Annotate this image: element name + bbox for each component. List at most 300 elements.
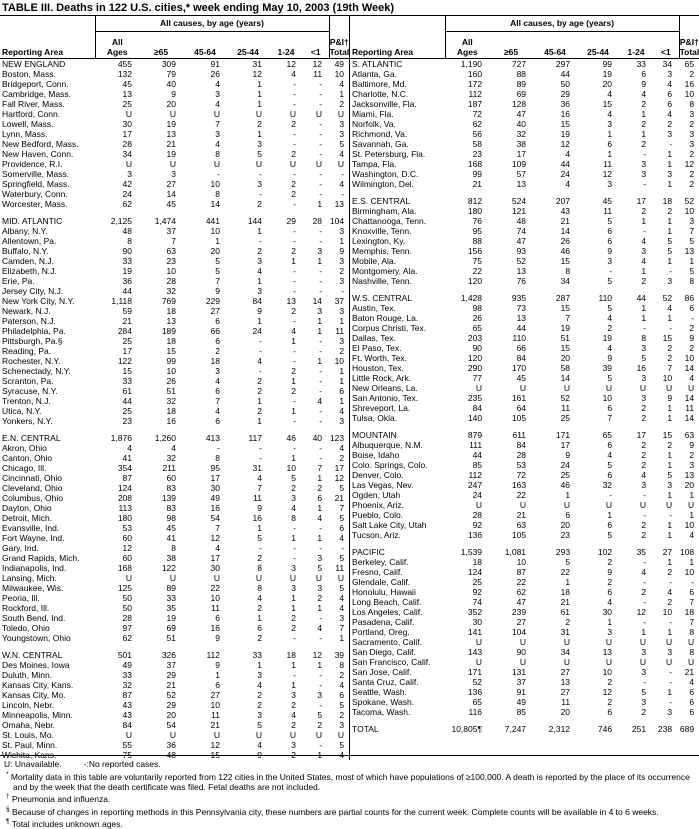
value-cell: 4 [291, 325, 296, 336]
value-cell: 5 [667, 245, 673, 256]
value-cell: 74 [472, 596, 483, 607]
value-cell: 105 [511, 529, 527, 540]
value-cell: 1 [257, 612, 262, 623]
value-cell: 54 [166, 719, 176, 730]
value-cell: 2 [641, 98, 647, 109]
value-cell: - [319, 699, 323, 710]
value-cell: 140 [467, 412, 483, 423]
value-cell: 1 [257, 522, 262, 533]
value-cell: U [665, 656, 673, 667]
section-gap [350, 286, 699, 293]
value-cell: 10 [662, 372, 673, 383]
city-row [350, 393, 699, 403]
footnote-pneumonia: † Pneumonia and influenza. [6, 793, 111, 805]
value-cell: 5 [565, 556, 571, 567]
value-cell: 10 [166, 365, 176, 376]
value-cell: 28 [122, 138, 132, 149]
value-cell: - [293, 522, 296, 533]
value-cell: 55 [122, 739, 132, 750]
value-cell: - [319, 375, 323, 386]
value-cell: U [169, 108, 176, 119]
value-cell: - [293, 542, 296, 553]
value-cell: 1 [291, 405, 296, 416]
value-cell: 49 [122, 659, 132, 670]
value-cell: 2 [291, 482, 296, 493]
value-cell: 87 [122, 689, 132, 700]
value-cell: 2 [607, 322, 613, 333]
reporting-area-cell: Philadelphia, Pa. [2, 325, 66, 336]
value-cell: 14 [684, 412, 695, 423]
value-cell: 441 [205, 215, 220, 226]
value-cell: 38 [516, 138, 527, 149]
value-cell: 2 [641, 586, 647, 597]
reporting-area-cell: Nashville, Tenn. [352, 275, 412, 286]
value-cell: - [669, 322, 673, 333]
value-cell: 1 [317, 532, 323, 543]
value-cell: 3 [215, 128, 220, 139]
reporting-area-cell: Evansville, Ind. [2, 522, 60, 533]
value-cell: 7 [667, 362, 673, 373]
value-cell: 5 [339, 582, 345, 593]
value-cell: 455 [117, 58, 132, 69]
reporting-area-cell: Seattle, Wash. [352, 686, 408, 697]
city-row [350, 159, 699, 169]
value-cell: 22 [516, 576, 527, 587]
value-cell: 125 [117, 582, 132, 593]
value-cell: 123 [329, 432, 345, 443]
value-cell: 27 [560, 666, 571, 677]
value-cell: 143 [467, 646, 483, 657]
value-cell: - [259, 365, 262, 376]
value-cell: - [319, 345, 323, 356]
value-cell: 3 [257, 669, 262, 680]
value-cell: 5 [257, 532, 262, 543]
city-row [0, 720, 349, 730]
value-cell: 11 [603, 158, 613, 169]
city-row [350, 707, 699, 717]
value-cell: 20 [684, 479, 695, 490]
city-row [0, 296, 349, 306]
value-cell: 54 [210, 512, 220, 523]
value-cell: 3 [317, 245, 323, 256]
grand-total-row [350, 724, 699, 734]
value-cell: 23 [122, 415, 132, 426]
value-cell: 105 [511, 412, 527, 423]
footnote-unknown-ages: ¶ Total includes unknown ages. [6, 817, 123, 829]
value-cell: 66 [210, 325, 220, 336]
value-cell: 4 [607, 108, 613, 119]
value-cell: 21 [560, 215, 571, 226]
value-cell: 18 [662, 195, 673, 206]
value-cell: 10 [286, 462, 296, 473]
value-cell: 72 [516, 469, 527, 480]
value-cell: 90 [516, 646, 527, 657]
value-cell: 14 [684, 392, 695, 403]
city-row [0, 406, 349, 416]
city-row [350, 303, 699, 313]
city-row [350, 216, 699, 226]
value-cell: 12 [684, 158, 695, 169]
section-gap [0, 643, 349, 650]
value-cell: 21 [166, 138, 176, 149]
value-cell: 30 [210, 482, 220, 493]
value-cell: 124 [117, 482, 132, 493]
value-cell: U [519, 656, 527, 667]
value-cell: 6 [607, 225, 613, 236]
value-cell: 25 [472, 576, 483, 587]
value-cell: 31 [252, 58, 262, 69]
value-cell: 3 [641, 245, 647, 256]
value-cell: 14 [312, 295, 323, 306]
city-row [350, 79, 699, 89]
value-cell: U [337, 158, 345, 169]
reporting-area-cell: Glendale, Calif. [352, 576, 411, 587]
value-cell: 112 [468, 469, 483, 480]
value-cell: 6 [215, 335, 220, 346]
value-cell: 19 [122, 265, 132, 276]
city-row [350, 440, 699, 450]
value-cell: 1 [641, 128, 647, 139]
value-cell: 3 [641, 646, 647, 657]
value-cell: 24 [252, 325, 262, 336]
section-total-row [0, 650, 349, 660]
value-cell: 77 [472, 372, 483, 383]
city-row [350, 627, 699, 637]
value-cell: 10 [684, 88, 695, 99]
value-cell: 109 [511, 158, 527, 169]
value-cell: 6 [339, 522, 345, 533]
city-row [0, 376, 349, 386]
section-total-row [0, 433, 349, 443]
reporting-area-cell: Des Moines, Iowa [2, 659, 70, 670]
value-cell: 24 [122, 188, 132, 199]
reporting-area-cell: New Bedford, Mass. [2, 138, 79, 149]
value-cell: 20 [166, 98, 176, 109]
value-cell: - [609, 489, 613, 500]
value-cell: 1 [667, 255, 673, 266]
value-cell: 43 [122, 699, 132, 710]
value-cell: 12 [602, 168, 613, 179]
reporting-area-cell: Denver, Colo. [352, 469, 404, 480]
value-cell: 52 [560, 392, 571, 403]
value-cell: 16 [166, 415, 176, 426]
value-cell: 9 [607, 245, 613, 256]
value-cell: 16 [252, 512, 262, 523]
value-cell: 7 [215, 522, 220, 533]
value-cell: 22 [472, 265, 483, 276]
value-cell: U [213, 108, 220, 119]
value-cell: 7 [689, 225, 695, 236]
value-cell: 9 [215, 659, 220, 670]
city-row [0, 443, 349, 453]
value-cell: 9 [171, 88, 176, 99]
value-cell: 14 [166, 188, 176, 199]
value-cell: 61 [560, 606, 571, 617]
value-cell: 4 [641, 566, 647, 577]
value-cell: 3 [667, 646, 673, 657]
value-cell: 187 [467, 98, 483, 109]
value-cell: 10 [210, 225, 220, 236]
value-cell: 18 [472, 556, 483, 567]
value-cell: 33 [122, 255, 132, 266]
value-cell: 28 [122, 612, 132, 623]
section-total-row [350, 430, 699, 440]
value-cell: 4 [215, 78, 220, 89]
reporting-area-cell: Sacramento, Calif. [352, 636, 422, 647]
value-cell: 33 [122, 669, 132, 680]
reporting-area-cell: Baton Rouge, La. [352, 312, 419, 323]
value-cell: 99 [166, 355, 176, 366]
value-cell: U [255, 572, 262, 583]
reporting-area-cell: San Jose, Calif. [352, 666, 412, 677]
value-cell: 112 [206, 649, 220, 660]
reporting-area-cell: Fall River, Mass. [2, 98, 65, 109]
value-cell: 34 [560, 275, 571, 286]
value-cell: 15 [210, 749, 220, 760]
value-cell: 120 [467, 275, 483, 286]
reporting-area-cell: Kansas City, Mo. [2, 689, 66, 700]
value-cell: 2 [317, 482, 323, 493]
col-header-reporting-area: Reporting Area [0, 31, 95, 58]
value-cell: 5 [607, 302, 613, 313]
value-cell: - [293, 265, 296, 276]
table-title: TABLE III. Deaths in 122 U.S. cities,* week ending May 10, 2003 (19th Week) [2, 2, 395, 14]
col-header-1-24: 1-24 [269, 31, 303, 58]
value-cell: 6 [689, 586, 695, 597]
value-cell: 297 [555, 58, 571, 69]
reporting-area-cell: Schenectady, N.Y. [2, 365, 71, 376]
value-cell: 2 [291, 245, 296, 256]
city-row [0, 603, 349, 613]
value-cell: 2 [689, 342, 695, 353]
city-row [350, 119, 699, 129]
value-cell: 2 [641, 529, 647, 540]
value-cell: 2 [667, 352, 673, 363]
value-cell: - [259, 168, 262, 179]
value-cell: 2 [257, 375, 262, 386]
city-row [0, 503, 349, 513]
value-cell: 6 [667, 88, 673, 99]
value-cell: 5 [689, 265, 695, 276]
reporting-area-cell: Indianapolis, Ind. [2, 562, 67, 573]
value-cell: 3 [339, 415, 345, 426]
age-group-header: All causes, by age (years) [95, 16, 329, 31]
value-cell: - [319, 78, 323, 89]
value-cell: 4 [339, 405, 345, 416]
value-cell: 4 [339, 148, 345, 159]
value-cell: 24 [560, 168, 571, 179]
city-row [0, 483, 349, 493]
value-cell: 293 [555, 546, 571, 557]
value-cell: 46 [560, 479, 571, 490]
value-cell: 8 [339, 659, 345, 670]
city-row [350, 139, 699, 149]
value-cell: 3 [257, 255, 262, 266]
value-cell: U [169, 729, 176, 740]
value-cell: 1 [641, 626, 647, 637]
value-cell: 1 [291, 602, 296, 613]
city-row [0, 453, 349, 463]
value-cell: 3 [689, 215, 695, 226]
value-cell: 4 [339, 442, 345, 453]
city-row [350, 313, 699, 323]
value-cell: 121 [511, 205, 527, 216]
col-header-1-24: 1-24 [619, 31, 653, 58]
value-cell: 6 [607, 519, 613, 530]
reporting-area-cell: Springfield, Mass. [2, 178, 70, 189]
value-cell: - [319, 235, 323, 246]
value-cell: 2 [641, 138, 647, 149]
city-row [350, 500, 699, 510]
value-cell: 4 [339, 178, 345, 189]
reporting-area-cell: Houston, Tex. [352, 362, 404, 373]
value-cell: 8 [257, 582, 262, 593]
value-cell: - [319, 679, 323, 690]
value-cell: 8 [127, 235, 132, 246]
value-cell: 3 [689, 128, 695, 139]
city-row [350, 129, 699, 139]
value-cell: - [643, 148, 647, 159]
city-row [0, 690, 349, 700]
value-cell: 48 [166, 749, 176, 760]
value-cell: 1 [291, 255, 296, 266]
value-cell: 12 [312, 649, 323, 660]
city-row [0, 613, 349, 623]
value-cell: 5 [607, 372, 613, 383]
value-cell: 2 [257, 699, 262, 710]
value-cell: 203 [467, 332, 483, 343]
value-cell: 27 [210, 305, 220, 316]
value-cell: - [643, 322, 647, 333]
value-cell: 2 [689, 148, 695, 159]
reporting-area-cell: Savannah, Ga. [352, 138, 409, 149]
value-cell: - [669, 576, 673, 587]
value-cell: 3 [127, 168, 132, 179]
value-cell: - [319, 612, 323, 623]
value-cell: 1 [291, 659, 296, 670]
value-cell: 4 [641, 235, 647, 246]
value-cell: 161 [511, 392, 527, 403]
value-cell: 171 [467, 666, 483, 677]
reporting-area-cell: Providence, R.I. [2, 158, 63, 169]
value-cell: - [293, 88, 296, 99]
reporting-area-cell: Cincinnati, Ohio [2, 472, 63, 483]
value-cell: U [289, 729, 296, 740]
section-gap [350, 189, 699, 196]
value-cell: 28 [472, 509, 483, 520]
value-cell: 1 [667, 459, 673, 470]
value-cell: - [691, 312, 695, 323]
value-cell: 16 [684, 78, 695, 89]
value-cell: 1 [667, 178, 673, 189]
reporting-area-cell: Tucson, Ariz. [352, 529, 401, 540]
value-cell: 73 [516, 302, 527, 313]
footnote-pennsylvania: § Because of changes in reporting methods in this Pennsylvania city, these numbers are partial counts for the current week. Complete counts will be available in 4 to 6 weeks. [6, 805, 659, 817]
table-header-right [350, 16, 699, 58]
value-cell: 1 [317, 355, 323, 366]
value-cell: - [293, 442, 296, 453]
reporting-area-cell: MOUNTAIN [352, 429, 397, 440]
value-cell: - [319, 225, 323, 236]
value-cell: 92 [472, 519, 483, 530]
reporting-area-cell: Montgomery, Ala. [352, 265, 418, 276]
value-cell: 1 [689, 489, 695, 500]
city-row [350, 687, 699, 697]
reporting-area-cell: W.S. CENTRAL [352, 292, 413, 303]
value-cell: 3 [667, 168, 673, 179]
value-cell: 15 [560, 255, 571, 266]
value-cell: 21 [472, 178, 483, 189]
value-cell: 4 [667, 78, 673, 89]
value-cell: 23 [560, 529, 571, 540]
value-cell: 1 [667, 449, 673, 460]
legend-unavailable: U: Unavailable. [4, 759, 62, 769]
value-cell: 9 [215, 632, 220, 643]
value-cell: - [643, 509, 647, 520]
value-cell: U [687, 499, 695, 510]
value-cell: - [293, 315, 296, 326]
value-cell: 1 [257, 315, 262, 326]
value-cell: 2 [257, 405, 262, 416]
value-cell: 8 [565, 265, 571, 276]
value-cell: 1 [641, 265, 647, 276]
value-cell: 4 [291, 709, 296, 720]
value-cell: U [665, 382, 673, 393]
value-cell: 40 [312, 432, 323, 443]
value-cell: - [669, 509, 673, 520]
value-cell: 4 [689, 676, 695, 687]
city-row [0, 316, 349, 326]
value-cell: 44 [636, 292, 647, 303]
value-cell: 3 [339, 275, 345, 286]
value-cell: - [669, 265, 673, 276]
value-cell: 2 [339, 452, 345, 463]
value-cell: 4 [607, 596, 613, 607]
value-cell: 111 [469, 439, 483, 450]
value-cell: 9 [257, 749, 262, 760]
value-cell: 1 [565, 489, 571, 500]
value-cell: 30 [122, 118, 132, 129]
value-cell: 3 [339, 118, 345, 129]
value-cell: 11 [253, 492, 262, 503]
value-cell: 6 [689, 302, 695, 313]
value-cell: 4 [641, 88, 647, 99]
value-cell: 3 [641, 666, 647, 677]
reporting-area-cell: MID. ATLANTIC [2, 215, 63, 226]
value-cell: 3 [257, 138, 262, 149]
reporting-area-cell: New Orleans, La. [352, 382, 418, 393]
value-cell: - [293, 98, 296, 109]
value-cell: 5 [339, 512, 345, 523]
value-cell: 141 [467, 626, 483, 637]
reporting-area-cell: Tampa, Fla. [352, 158, 397, 169]
value-cell: - [293, 235, 296, 246]
city-row [0, 563, 349, 573]
value-cell: 6 [339, 385, 345, 396]
value-cell: 116 [468, 706, 483, 717]
value-cell: 90 [472, 342, 483, 353]
value-cell: 6 [607, 586, 613, 597]
value-cell: 52 [662, 292, 673, 303]
value-cell: 44 [122, 395, 132, 406]
value-cell: 20 [166, 709, 176, 720]
value-cell: 2 [641, 118, 647, 129]
value-cell: 8 [641, 332, 647, 343]
value-cell: 69 [516, 88, 527, 99]
value-cell: 84 [122, 719, 132, 730]
value-cell: 22 [560, 566, 571, 577]
value-cell: 4 [607, 449, 613, 460]
